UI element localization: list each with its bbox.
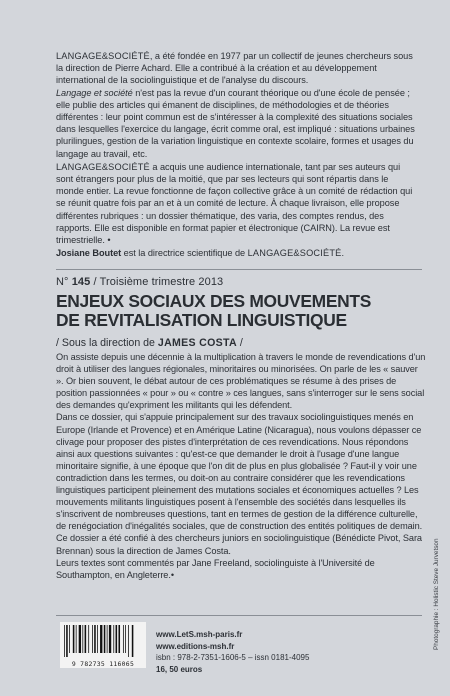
- barcode-bar: [82, 625, 83, 653]
- barcode-bar: [125, 625, 126, 653]
- end-mark: •: [104, 235, 111, 246]
- barcode-bar: [85, 625, 87, 653]
- signature-name: Josiane Boutet: [56, 248, 122, 259]
- summary-paragraph-1: On assiste depuis une décennie à la multiplication à travers le monde de revendications d'un droit à utiliser des langues régionales, minoritaires ou minorisées. On parle de les « sauver ». Or bien souvent, le débat autour de ces problématiques se résume à des prises de position passionnées « pour » ou « contre » ces langues, sans s'interroger sur le sens social des demandes qu'expriment les militants qui les défendent.: [56, 352, 426, 411]
- barcode-digits: 9 782735 116065: [71, 660, 135, 668]
- barcode-bar: [69, 625, 70, 653]
- director-prefix: / Sous la direction de: [56, 337, 158, 349]
- summary-paragraph-3: Ce dossier a été confié à des chercheurs juniors en sociolinguistique (Bénédicte Pivot, Sara Brennan) sous la direction de James Costa.: [56, 533, 422, 556]
- barcode-bar: [64, 625, 65, 657]
- summary-paragraph-4: [56, 557, 426, 581]
- isbn-line: isbn : 978-2-7351-1606-5 – issn 0181-4095: [156, 653, 310, 662]
- about-text: a acquis une audience internationale, tant par ses auteurs qui sont étrangers pour plus de la moitié, que par ses lecteurs qui sont répartis dans le monde entier. La revue fonctionne de façon collective grâce à un comité de rédaction qui se réunit quatre fois par an et à un comité de lecture. À chaque livraison, elle propose différentes rubriques : un dossier thématique, des varia, des comptes rendus, des rapports. Elle est disponible en format papier et électronique (CAIRN). La revue est trimestrielle.: [56, 161, 413, 246]
- signature-text: est la directrice scientifique de: [121, 248, 248, 259]
- divider: [56, 269, 422, 270]
- summary-paragraph-2: Dans ce dossier, qui s'appuie principalement sur des travaux sociolinguistiques menés en Europe (Irlande et Provence) et en Amérique Latine (Nicaragua), nous voulons dépasser ce clivage pour proposer des pistes d'interprétation de ces revendications. Nous répondons ainsi aux questions suivantes : qu'est-ce que demander le droit à l'usage d'une langue minoritaire signifie, à une époque que l'on dit de plus en plus globalisée ? Faut-il y voir une contradiction dans les termes, ou doit-on au contraire considérer que les revendications linguistiques participent pleinement des mutations sociales et économiques actuelles ? Les mouvements militants linguistiques posent à l'ensemble des sociétés dans lesquelles ils s'inscrivent de nombreuses questions, tant en termes de gestion de la différence culturelle, de renégociation d'inégalités sociales, que de construction des entités politiques de demain.: [56, 412, 423, 532]
- photo-credit: Photographie : Holistic Steve Jurvetson: [433, 538, 440, 650]
- journal-description: [56, 50, 418, 260]
- dossier-title: [56, 292, 426, 330]
- price: 16, 50 euros: [156, 664, 203, 674]
- barcode-bar: [94, 625, 96, 653]
- barcode-bars: [60, 622, 146, 660]
- about-paragraph-2: [56, 161, 418, 246]
- director-name: JAMES COSTA: [157, 337, 237, 349]
- journal-italic-title: Langage et société: [56, 87, 133, 98]
- issue-prefix: N°: [56, 276, 69, 288]
- about-text-2: n'est pas la revue d'un courant théorique ou d'une école de pensée ; elle publie des articles qui émanent de disciplines, de méthodologies et de théories différentes : leur point commun est de s'intéresser à la complexité des situations sociales dans lesquelles l'exercice du langage, écrit comme oral, est impliqué : situations urbaines plurilingues, gestion de la variation linguistique en contexte scolaire, formes et usages du langage au travail, etc.: [56, 87, 415, 159]
- website-link-1[interactable]: www.LetS.msh-paris.fr: [156, 630, 243, 639]
- barcode-bar: [88, 625, 89, 653]
- issue-line: [56, 276, 223, 288]
- title-line-2: DE REVITALISATION LINGUISTIQUE: [56, 310, 347, 330]
- footer-divider: [56, 615, 422, 616]
- barcode-bar: [107, 625, 108, 653]
- barcode-bar: [113, 625, 114, 653]
- about-text: , a été fondée en 1977 par un collectif de jeunes chercheurs sous la direction de Pierre Achard. Elle a contribué à la création et au développement international de la sociolinguistique et de l'analyse du discours.: [56, 51, 413, 86]
- barcode-bar: [128, 625, 129, 657]
- director-signature: [56, 247, 418, 259]
- title-line-1: ENJEUX SOCIAUX DES MOUVEMENTS: [56, 291, 372, 311]
- barcode-bar: [97, 625, 98, 653]
- director-suffix: /: [236, 337, 243, 349]
- end-mark: •: [170, 569, 174, 580]
- about-paragraph-1: [56, 50, 418, 160]
- barcode-bar: [79, 625, 81, 653]
- journal-brand: LANGAGE&SOCIÉTÉ: [56, 51, 150, 61]
- issue-number: 145: [71, 276, 91, 288]
- summary-text-4: Leurs textes sont commentés par Jane Freeland, sociolinguiste à l'Université de Southampton, en Angleterre.: [56, 557, 375, 580]
- website-link-2[interactable]: www.editions-msh.fr: [156, 641, 235, 651]
- barcode-bar: [109, 625, 111, 653]
- barcode: [60, 622, 146, 668]
- barcode-bar: [100, 625, 102, 653]
- barcode-bar: [73, 625, 75, 653]
- barcode-bar: [116, 625, 118, 653]
- journal-brand: LANGAGE&SOCIÉTÉ: [247, 248, 342, 259]
- barcode-bar: [123, 625, 124, 653]
- signature-end: .: [341, 248, 344, 259]
- dossier-director: [56, 337, 243, 349]
- barcode-bar: [104, 625, 106, 653]
- barcode-bar: [66, 625, 68, 657]
- barcode-bar: [118, 625, 120, 653]
- issue-period: / Troisième trimestre 2013: [90, 276, 224, 288]
- barcode-bar: [132, 625, 134, 657]
- journal-brand: LANGAGE&SOCIÉTÉ: [56, 161, 150, 172]
- barcode-bar: [92, 625, 93, 653]
- publisher-info: [156, 629, 309, 675]
- dossier-summary: [56, 351, 426, 581]
- barcode-bar: [76, 625, 77, 653]
